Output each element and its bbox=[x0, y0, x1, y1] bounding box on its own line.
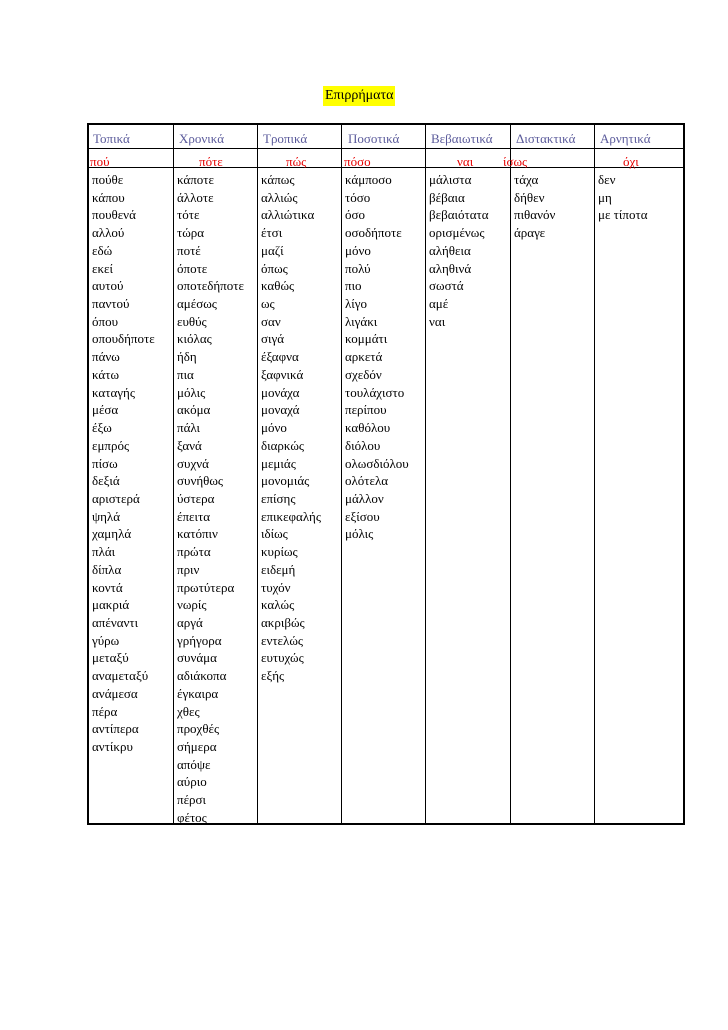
table-cell: δεξιά bbox=[92, 473, 120, 489]
column-header-tropika: Τροπικά bbox=[263, 131, 308, 146]
table-cell: κάμποσο bbox=[345, 172, 392, 187]
table-cell: γύρω bbox=[92, 632, 120, 648]
table-cell: επίσης bbox=[261, 490, 296, 506]
table-cell: καταγής bbox=[92, 384, 135, 400]
table-cell: πριν bbox=[177, 561, 200, 577]
table-cell: τυχόν bbox=[261, 579, 291, 595]
adverbs-table bbox=[87, 123, 685, 825]
column-topika bbox=[92, 171, 155, 756]
table-cell: πουθενά bbox=[92, 207, 136, 223]
table-cell: ιδίως bbox=[261, 526, 288, 542]
column-header-topika: Τοπικά bbox=[93, 131, 130, 146]
table-cell: ολότελα bbox=[345, 473, 389, 489]
table-cell: ξανά bbox=[177, 437, 202, 453]
column-divider bbox=[594, 125, 595, 823]
table-cell: μόνο bbox=[261, 420, 287, 436]
column-divider bbox=[257, 125, 258, 823]
table-cell: αλήθεια bbox=[429, 242, 471, 258]
table-cell: σχεδόν bbox=[345, 366, 382, 382]
table-cell: ακριβώς bbox=[261, 614, 305, 630]
table-cell: συχνά bbox=[177, 455, 209, 471]
table-cell: κάτω bbox=[92, 366, 120, 382]
table-cell: διόλου bbox=[345, 437, 381, 453]
table-cell: ήδη bbox=[177, 349, 197, 365]
table-cell: ολωσδιόλου bbox=[345, 455, 409, 471]
table-cell: κάπου bbox=[92, 189, 125, 205]
table-cell: ποτέ bbox=[177, 242, 201, 258]
table-cell: οπουδήποτε bbox=[92, 331, 155, 347]
table-cell: αρκετά bbox=[345, 349, 383, 365]
table-cell: άλλοτε bbox=[177, 189, 214, 205]
table-cell: εντελώς bbox=[261, 632, 304, 648]
table-cell: καλώς bbox=[261, 597, 295, 613]
table-cell: πίσω bbox=[92, 455, 118, 471]
table-cell: όσο bbox=[345, 207, 366, 223]
column-divider bbox=[341, 125, 342, 823]
table-cell: αλλού bbox=[92, 225, 125, 241]
table-cell: αμέσως bbox=[177, 296, 217, 312]
column-header-posotika: Ποσοτικά bbox=[348, 131, 400, 146]
table-cell: μονάχα bbox=[261, 384, 300, 400]
table-cell: αύριο bbox=[177, 774, 207, 790]
table-cell: βέβαια bbox=[429, 189, 465, 205]
table-cell: εμπρός bbox=[92, 437, 130, 453]
table-cell: φέτος bbox=[177, 809, 207, 825]
table-cell: τώρα bbox=[177, 225, 205, 241]
table-cell: σιγά bbox=[261, 331, 285, 347]
table-cell: κατόπιν bbox=[177, 526, 218, 542]
key-word-distaktika: ίσως bbox=[503, 154, 528, 169]
table-cell: μόλις bbox=[345, 526, 374, 542]
table-cell: οσοδήποτε bbox=[345, 225, 402, 241]
table-cell: προχθές bbox=[177, 721, 220, 737]
table-cell: όπου bbox=[92, 313, 118, 329]
page-title: Επιρρήματα bbox=[323, 86, 395, 106]
table-cell: ψηλά bbox=[92, 508, 121, 524]
table-cell: ευτυχώς bbox=[261, 650, 304, 666]
table-cell: δήθεν bbox=[514, 189, 545, 205]
key-word-chronika: πότε bbox=[199, 154, 223, 169]
table-cell: κοντά bbox=[92, 579, 123, 595]
table-cell: εδώ bbox=[92, 242, 113, 258]
table-cell: λιγάκι bbox=[345, 313, 378, 329]
column-header-chronika: Χρονικά bbox=[179, 131, 224, 146]
table-cell: μόλις bbox=[177, 384, 206, 400]
table-cell: αυτού bbox=[92, 278, 124, 294]
column-chronika bbox=[177, 171, 244, 827]
table-cell: μέσα bbox=[92, 402, 119, 418]
table-cell: με τίποτα bbox=[598, 207, 648, 223]
table-cell: εξής bbox=[261, 668, 285, 684]
table-cell: καθώς bbox=[261, 278, 295, 294]
table-cell: πιθανόν bbox=[514, 207, 556, 223]
table-cell: τόσο bbox=[345, 189, 371, 205]
table-cell: καθόλου bbox=[345, 420, 391, 436]
table-cell: επικεφαλής bbox=[261, 508, 321, 524]
column-distaktika bbox=[514, 171, 555, 242]
table-cell: ευθύς bbox=[177, 313, 207, 329]
table-cell: αληθινά bbox=[429, 260, 472, 276]
table-cell: έτσι bbox=[261, 225, 283, 241]
table-cell: αργά bbox=[177, 614, 203, 630]
table-cell: αντίπερα bbox=[92, 721, 139, 737]
table-cell: ύστερα bbox=[177, 490, 215, 506]
table-cell: χθες bbox=[177, 703, 200, 719]
table-cell: κομμάτι bbox=[345, 331, 388, 347]
table-cell: ναι bbox=[429, 313, 446, 329]
table-cell: έπειτα bbox=[177, 508, 211, 524]
table-cell: πρώτα bbox=[177, 544, 211, 560]
table-cell: μαζί bbox=[261, 242, 284, 258]
column-divider bbox=[425, 125, 426, 823]
column-header-arnitika: Αρνητικά bbox=[600, 131, 651, 146]
column-vevaiotika bbox=[429, 171, 489, 330]
table-cell: λίγο bbox=[345, 296, 368, 312]
table-cell: χαμηλά bbox=[92, 526, 132, 542]
table-cell: ξαφνικά bbox=[261, 366, 304, 382]
column-header-distaktika: Διστακτικά bbox=[516, 131, 576, 146]
table-cell: πέρσι bbox=[177, 792, 207, 808]
key-word-topika: πού bbox=[90, 154, 110, 169]
table-cell: δεν bbox=[598, 172, 616, 187]
table-cell: πάλι bbox=[177, 420, 201, 436]
table-cell: εκεί bbox=[92, 260, 113, 276]
table-cell: μάλλον bbox=[345, 490, 384, 506]
table-cell: σήμερα bbox=[177, 739, 217, 754]
table-cell: μακριά bbox=[92, 597, 130, 613]
table-cell: αμέ bbox=[429, 296, 449, 312]
key-word-vevaiotika: ναι bbox=[457, 154, 474, 169]
table-cell: παντού bbox=[92, 296, 130, 312]
table-cell: μεταξύ bbox=[92, 650, 129, 666]
table-cell: εξίσου bbox=[345, 508, 380, 524]
table-cell: αριστερά bbox=[92, 490, 140, 506]
table-cell: πολύ bbox=[345, 260, 371, 276]
column-divider bbox=[173, 125, 174, 823]
column-posotika bbox=[345, 171, 409, 543]
column-header-vevaiotika: Βεβαιωτικά bbox=[431, 131, 493, 146]
table-cell: αλλιώς bbox=[261, 189, 298, 205]
table-cell: γρήγορα bbox=[177, 632, 222, 648]
table-cell: απέναντι bbox=[92, 614, 139, 630]
table-cell: μη bbox=[598, 189, 612, 205]
table-cell: πάνω bbox=[92, 349, 120, 365]
table-cell: συνήθως bbox=[177, 473, 224, 489]
table-cell: πια bbox=[177, 366, 194, 382]
table-cell: μόνο bbox=[345, 242, 371, 258]
table-cell: τουλάχιστο bbox=[345, 384, 405, 400]
table-cell: ως bbox=[261, 296, 275, 312]
column-divider bbox=[510, 125, 511, 823]
table-cell: περίπου bbox=[345, 402, 387, 418]
table-cell: όποτε bbox=[177, 260, 208, 276]
table-cell: αναμεταξύ bbox=[92, 668, 149, 684]
key-word-tropika: πώς bbox=[286, 154, 307, 169]
table-cell: σωστά bbox=[429, 278, 464, 294]
column-tropika bbox=[261, 171, 321, 685]
table-cell: ειδεμή bbox=[261, 561, 296, 577]
table-cell: αδιάκοπα bbox=[177, 668, 227, 684]
table-cell: πούθε bbox=[92, 172, 124, 187]
table-cell: οποτεδήποτε bbox=[177, 278, 244, 294]
column-arnitika bbox=[598, 171, 648, 224]
table-cell: τάχα bbox=[514, 172, 539, 187]
table-cell: κιόλας bbox=[177, 331, 212, 347]
table-cell: πρωτύτερα bbox=[177, 579, 235, 595]
table-cell: έγκαιρα bbox=[177, 685, 219, 701]
table-cell: όπως bbox=[261, 260, 288, 276]
table-cell: αντίκρυ bbox=[92, 739, 133, 754]
table-cell: ανάμεσα bbox=[92, 685, 138, 701]
table-cell: έξω bbox=[92, 420, 112, 436]
table-cell: πέρα bbox=[92, 703, 118, 719]
table-cell: έξαφνα bbox=[261, 349, 299, 365]
key-word-posotika: πόσο bbox=[344, 154, 371, 169]
table-cell: σαν bbox=[261, 313, 281, 329]
table-cell: κυρίως bbox=[261, 544, 298, 560]
table-cell: ορισμένως bbox=[429, 225, 485, 241]
table-cell: διαρκώς bbox=[261, 437, 305, 453]
table-cell: τότε bbox=[177, 207, 200, 223]
table-cell: μάλιστα bbox=[429, 172, 472, 187]
table-cell: κάποτε bbox=[177, 172, 214, 187]
table-cell: μεμιάς bbox=[261, 455, 296, 471]
table-cell: απόψε bbox=[177, 756, 211, 772]
table-cell: πλάι bbox=[92, 544, 116, 560]
table-cell: μοναχά bbox=[261, 402, 300, 418]
table-cell: πιο bbox=[345, 278, 362, 294]
table-cell: άραγε bbox=[514, 225, 546, 241]
table-cell: αλλιώτικα bbox=[261, 207, 315, 223]
table-cell: μονομιάς bbox=[261, 473, 310, 489]
table-cell: βεβαιότατα bbox=[429, 207, 489, 223]
table-cell: νωρίς bbox=[177, 597, 207, 613]
key-word-arnitika: όχι bbox=[623, 154, 639, 169]
table-cell: δίπλα bbox=[92, 561, 122, 577]
table-cell: ακόμα bbox=[177, 402, 211, 418]
table-cell: συνάμα bbox=[177, 650, 217, 666]
table-cell: κάπως bbox=[261, 172, 295, 187]
